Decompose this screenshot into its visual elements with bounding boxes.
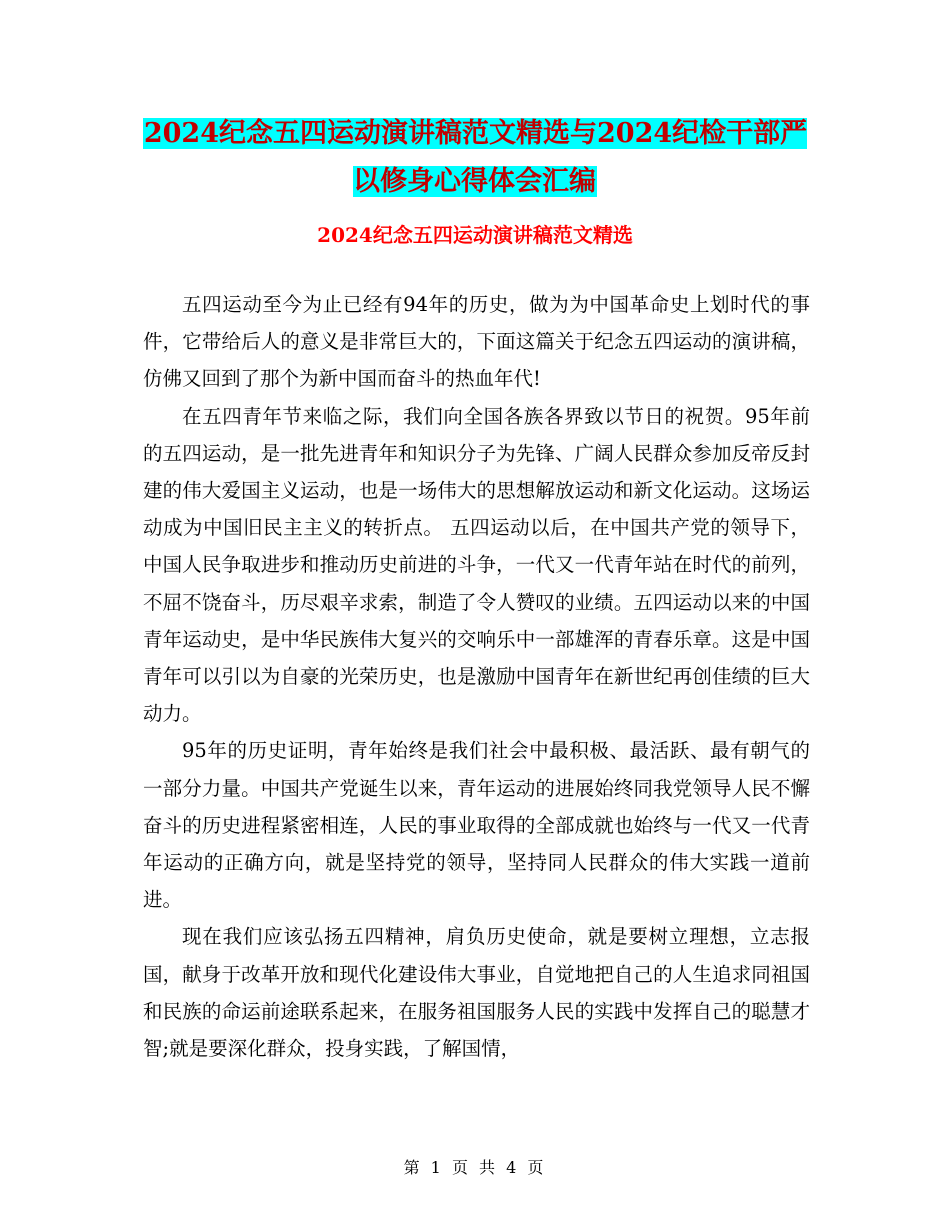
paragraph-1: 五四运动至今为止已经有94年的历史，做为为中国革命史上划时代的事件，它带给后人的意义是非常巨大的，下面这篇关于纪念五四运动的演讲稿，仿佛又回到了那个为新中国而奋斗的热血年代!: [143, 293, 810, 391]
page-footer: 第 1 页 共 4 页: [403, 1158, 547, 1177]
paragraph-2: 在五四青年节来临之际，我们向全国各族各界致以节日的祝贺。95年前的五四运动，是一批先进青年和知识分子为先锋、广阔人民群众参加反帝反封建的伟大爱国主义运动，也是一场伟大的思想解放运动和新文化运动。这场运动成为中国旧民主主义的转折点。 五四运动以后，在中国共产党的领导下，中国人民争取进步和推动历史前进的斗争，一代又一代青年站在时代的前列，不屈不饶奋斗，历尽艰辛求索，制造了令人赞叹的业绩。五四运动以来的中国青年运动史，是中华民族伟大复兴的交响乐中一部雄浑的青春乐章。这是中国青年可以引以为自豪的光荣历史，也是激励中国青年在新世纪再创佳绩的巨大动力。: [143, 404, 810, 726]
section-title: 2024纪念五四运动演讲稿范文精选: [317, 223, 633, 247]
paragraph-3: 95年的历史证明，青年始终是我们社会中最积极、最活跃、最有朝气的一部分力量。中国共产党诞生以来，青年运动的进展始终同我党领导人民不懈奋斗的历史进程紧密相连，人民的事业取得的全部成就也始终与一代又一代青年运动的正确方向，就是坚持党的领导，坚持同人民群众的伟大实践一道前进。: [143, 739, 810, 912]
paragraph-4: 现在我们应该弘扬五四精神，肩负历史使命，就是要树立理想，立志报国，献身于改革开放和现代化建设伟大事业，自觉地把自己的人生追求同祖国和民族的命运前途联系起来，在服务祖国服务人民的实践中发挥自己的聪慧才智;就是要深化群众，投身实践，了解国情，: [143, 925, 810, 1061]
document-title-highlight: 2024纪念五四运动演讲稿范文精选与2024纪检干部严以修身心得体会汇编: [143, 118, 808, 197]
document-title: [140, 110, 810, 206]
document-body: [143, 286, 810, 1067]
